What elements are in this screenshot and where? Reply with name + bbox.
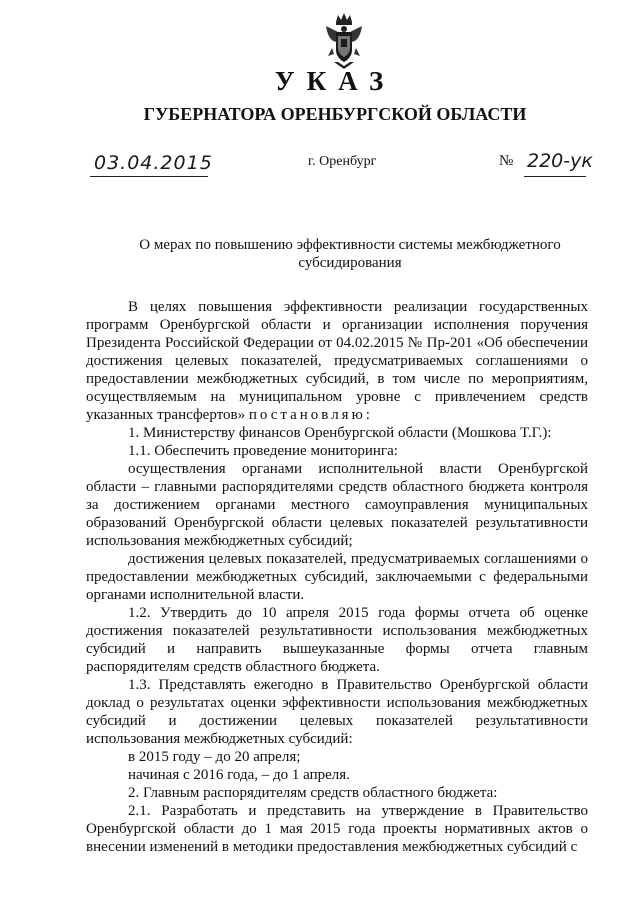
paragraph: 2. Главным распорядителям средств областного бюджета: bbox=[128, 785, 498, 801]
document-title: УКАЗ bbox=[274, 66, 396, 96]
paragraph: достижения целевых показателей, предусматриваемых соглашениями о предоставлении межбюджетных субсидий, заключаемыми с федеральными органами исполнительной власти. bbox=[86, 551, 588, 603]
paragraph: 1.3. Представлять ежегодно в Правительство Оренбургской области доклад о результатах оценки эффективности использования межбюджетных субсидий и достижении целевых показателей результативности использования межбюджетных субсидий: bbox=[86, 677, 588, 747]
paragraph: осуществления органами исполнительной власти Оренбургской области – главными распорядителями средств областного бюджета контроля за достижением органами местного самоуправления муниципальных образований Оренбургской области целевых показателей результативности использования межбюджетных субсидий; bbox=[86, 461, 588, 549]
paragraph: 1.2. Утвердить до 10 апреля 2015 года формы отчета об оценке достижения показателей результативности использования межбюджетных субсидий и направить вышеуказанные формы отчета главным распорядителям средств областного бюджета. bbox=[86, 605, 588, 675]
paragraph: начиная с 2016 года, – до 1 апреля. bbox=[128, 767, 350, 783]
number-sign: № bbox=[499, 153, 514, 169]
decree-number: 220-ук bbox=[527, 150, 593, 172]
document-subtitle: ГУБЕРНАТОРА ОРЕНБУРГСКОЙ ОБЛАСТИ bbox=[143, 104, 527, 124]
decree-topic: О мерах по повышению эффективности системы межбюджетного субсидирования bbox=[139, 237, 561, 271]
paragraph: в 2015 году – до 20 апреля; bbox=[128, 749, 301, 765]
decree-body bbox=[86, 298, 588, 856]
spaced-word: постановляю: bbox=[248, 407, 373, 423]
paragraph: 2.1. Разработать и представить на утверждение в Правительство Оренбургской области до 1 мая 2015 года проекты нормативных актов о внесении изменений в методики предоставления межбюджетных субсидий с bbox=[86, 803, 588, 855]
number-underline bbox=[524, 176, 586, 177]
decree-city: г. Оренбург bbox=[308, 154, 377, 169]
date-underline bbox=[90, 176, 208, 177]
coat-of-arms-icon bbox=[322, 12, 366, 70]
paragraph: В целях повышения эффективности реализации государственных программ Оренбургской области и организации исполнения поручения Президента Российской Федерации от 04.02.2015 № Пр-201 «Об обеспечении достижения целевых показателей, предусматриваемых соглашениями о предоставлении межбюджетных субсидий, в том числе по мероприятиям, осуществляемым на муниципальном уровне с привлечением средств указанных трансфертов» постановляю: bbox=[86, 299, 588, 423]
paragraph: 1.1. Обеспечить проведение мониторинга: bbox=[128, 443, 398, 459]
decree-date: 03.04.2015 bbox=[94, 152, 213, 174]
paragraph: 1. Министерству финансов Оренбургской области (Мошкова Т.Г.): bbox=[128, 425, 552, 441]
